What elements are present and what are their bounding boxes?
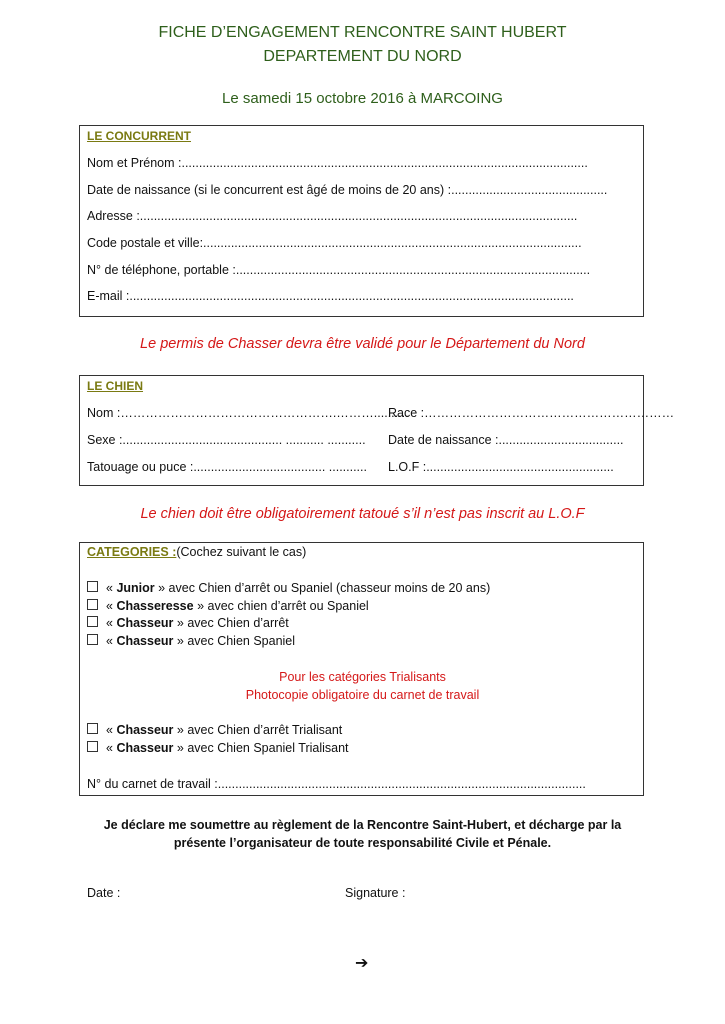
dog-lof-field[interactable]: L.O.F :......................................................	[388, 460, 614, 474]
permit-notice: Le permis de Chasser devra être validé pour le Département du Nord	[140, 336, 585, 352]
concurrent-section	[79, 125, 644, 317]
form-title: FICHE D’ENGAGEMENT RENCONTRE SAINT HUBERT	[158, 24, 567, 41]
checkbox[interactable]	[87, 581, 98, 592]
category-option-junior[interactable]: « Junior » avec Chien d’arrêt ou Spaniel (chasseur moins de 20 ans)	[87, 581, 490, 595]
declaration-line: Je déclare me soumettre au règlement de la Rencontre Saint-Hubert, et décharge par la	[103, 818, 622, 832]
categories-intro	[87, 545, 306, 559]
category-option-chasseur-arret-trialisant[interactable]: « Chasseur » avec Chien d’arrêt Trialisant	[87, 723, 342, 737]
arrow-right-icon: ➔	[355, 955, 369, 972]
dog-breed-field[interactable]: Race :……………………………………………………	[388, 406, 675, 420]
signature-label[interactable]: Signature :	[345, 886, 406, 900]
checkbox[interactable]	[87, 634, 98, 645]
tattoo-notice: Le chien doit être obligatoirement tatoué s’il n’est pas inscrit au L.O.F	[140, 506, 585, 522]
postal-city-field[interactable]: Code postale et ville:.............................................................................................................	[87, 236, 582, 250]
checkbox[interactable]	[87, 599, 98, 610]
phone-field[interactable]: N° de téléphone, portable :......................................................................................................	[87, 263, 591, 277]
dog-tattoo-field[interactable]: Tatouage ou puce :...................................... ...........	[87, 460, 367, 474]
event-date: Le samedi 15 octobre 2016 à MARCOING	[222, 90, 503, 107]
declaration-line: présente l’organisateur de toute responsabilité Civile et Pénale.	[173, 836, 552, 850]
checkbox[interactable]	[87, 741, 98, 752]
dog-section	[79, 375, 675, 486]
trialisant-requirement: Photocopie obligatoire du carnet de travail	[245, 688, 480, 702]
name-field[interactable]: Nom et Prénom :.....................................................................................................................	[87, 156, 588, 170]
email-field[interactable]: E-mail :................................................................................................................................	[87, 289, 574, 303]
birthdate-field[interactable]: Date de naissance (si le concurrent est âgé de moins de 20 ans) :.............................................	[87, 183, 608, 197]
category-option-chasseur-arret[interactable]: « Chasseur » avec Chien d’arrêt	[87, 616, 289, 630]
date-label[interactable]: Date :	[87, 886, 121, 900]
address-field[interactable]: Adresse :..............................................................................................................................	[87, 209, 578, 223]
checkbox[interactable]	[87, 723, 98, 734]
categories-section	[79, 542, 644, 796]
categories-instruction: (Cochez suivant le cas)	[176, 545, 307, 559]
category-option-chasseur-spaniel[interactable]: « Chasseur » avec Chien Spaniel	[87, 634, 295, 648]
trialisant-notice: Pour les catégories Trialisants	[279, 670, 446, 684]
work-booklet-field[interactable]: N° du carnet de travail :..........................................................................................................	[87, 777, 586, 791]
category-option-chasseresse[interactable]: « Chasseresse » avec chien d’arrêt ou Spaniel	[87, 599, 369, 613]
dog-sex-field[interactable]: Sexe :.............................................. ........... ...........	[87, 433, 366, 447]
category-option-chasseur-spaniel-trialisant[interactable]: « Chasseur » avec Chien Spaniel Trialisant	[87, 741, 349, 755]
dog-birthdate-field[interactable]: Date de naissance :....................................	[388, 433, 624, 447]
concurrent-heading: LE CONCURRENT	[87, 129, 191, 143]
categories-heading: CATEGORIES :	[87, 545, 177, 559]
dog-name-field[interactable]: Nom :…………………………………………….………..........	[87, 406, 409, 420]
form-subtitle: DEPARTEMENT DU NORD	[263, 48, 462, 65]
checkbox[interactable]	[87, 616, 98, 627]
dog-heading: LE CHIEN	[87, 379, 144, 393]
declaration	[80, 816, 645, 852]
